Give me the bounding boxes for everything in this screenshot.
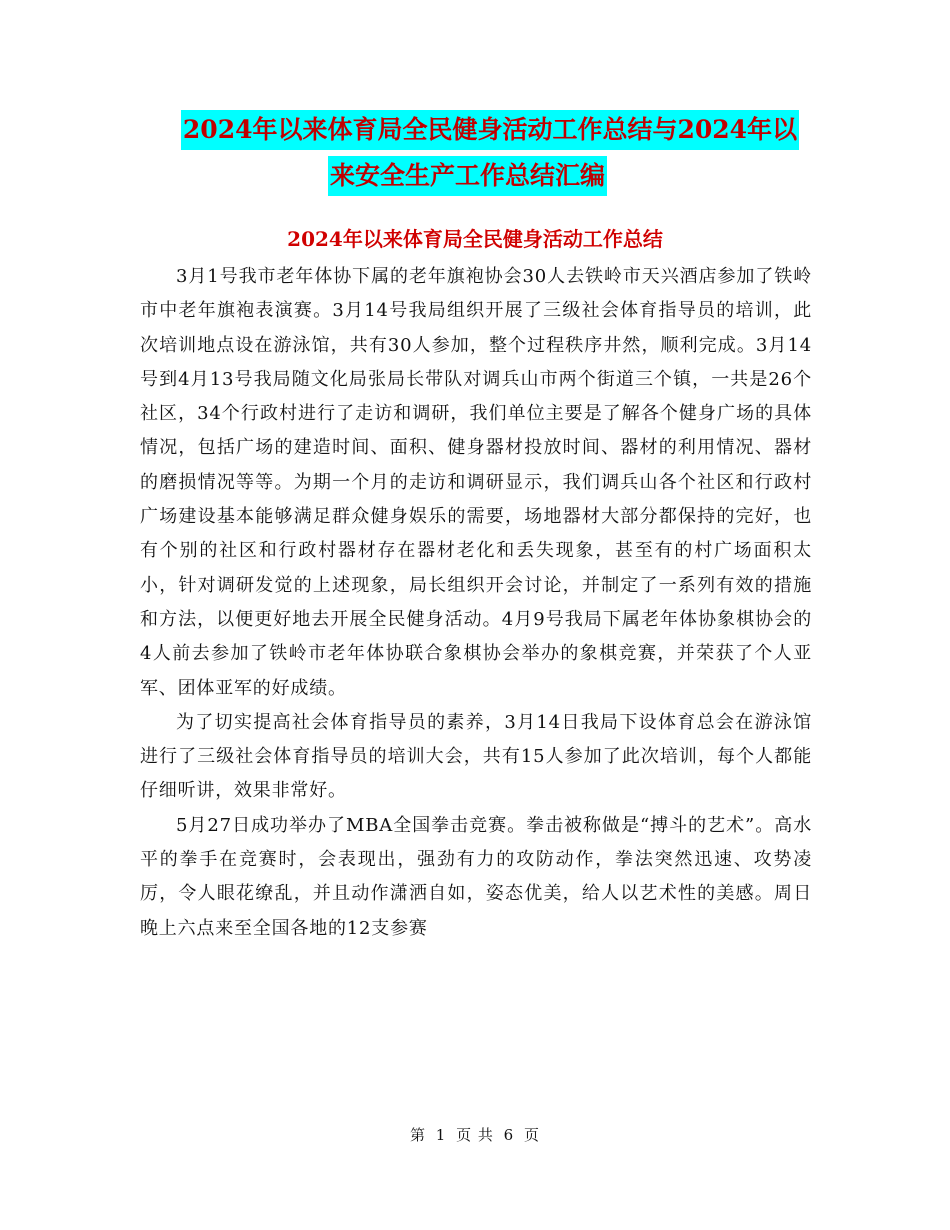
paragraph: 3月1号我市老年体协下属的老年旗袍协会30人去铁岭市天兴酒店参加了铁岭市中老年旗袍表演赛。3月14号我局组织开展了三级社会体育指导员的培训，此次培训地点设在游泳馆，共有30人参加，整个过程秩序井然，顺利完成。3月14号到4月13号我局随文化局张局长带队对调兵山市两个街道三个镇，一共是26个社区，34个行政村进行了走访和调研，我们单位主要是了解各个健身广场的具体情况，包括广场的建造时间、面积、健身器材投放时间、器材的利用情况、器材的磨损情况等等。为期一个月的走访和调研显示，我们调兵山各个社区和行政村广场建设基本能够满足群众健身娱乐的需要，场地器材大部分都保持的完好，也有个别的社区和行政村器材存在器材老化和丢失现象，甚至有的村广场面积太小，针对调研发觉的上述现象，局长组织开会讨论，并制定了一系列有效的措施和方法，以便更好地去开展全民健身活动。4月9号我局下属老年体协象棋协会的4人前去参加了铁岭市老年体协联合象棋协会举办的象棋竞赛，并荣获了个人亚军、团体亚军的好成绩。 xyxy=(140,266,812,699)
document-body xyxy=(140,260,812,946)
footer-total-pages: 6 xyxy=(503,1126,515,1144)
title-line-1: 2024年以来体育局全民健身活动工作总结与2024年以 xyxy=(181,110,799,150)
paragraph: 5月27日成功举办了MBA全国拳击竞赛。拳击被称做是“搏斗的艺术”。高水平的拳手在竞赛时，会表现出，强劲有力的攻防动作，拳法突然迅速、攻势凌厉，令人眼花缭乱，并且动作潇洒自如，姿态优美，给人以艺术性的美感。周日晚上六点来至全国各地的12支参赛 xyxy=(140,814,812,939)
paragraph: 为了切实提高社会体育指导员的素养，3月14日我局下设体育总会在游泳馆进行了三级社会体育指导员的培训大会，共有15人参加了此次培训，每个人都能仔细听讲，效果非常好。 xyxy=(140,711,812,802)
document-title xyxy=(140,110,840,196)
footer-prefix: 第 xyxy=(409,1126,426,1144)
title-line-2: 来安全生产工作总结汇编 xyxy=(328,156,607,196)
page-footer xyxy=(0,1124,950,1145)
section-title: 2024年以来体育局全民健身活动工作总结 xyxy=(287,227,663,251)
footer-page-number: 1 xyxy=(435,1126,447,1144)
footer-suffix: 页 xyxy=(524,1126,541,1144)
footer-middle: 页 共 xyxy=(456,1126,494,1144)
